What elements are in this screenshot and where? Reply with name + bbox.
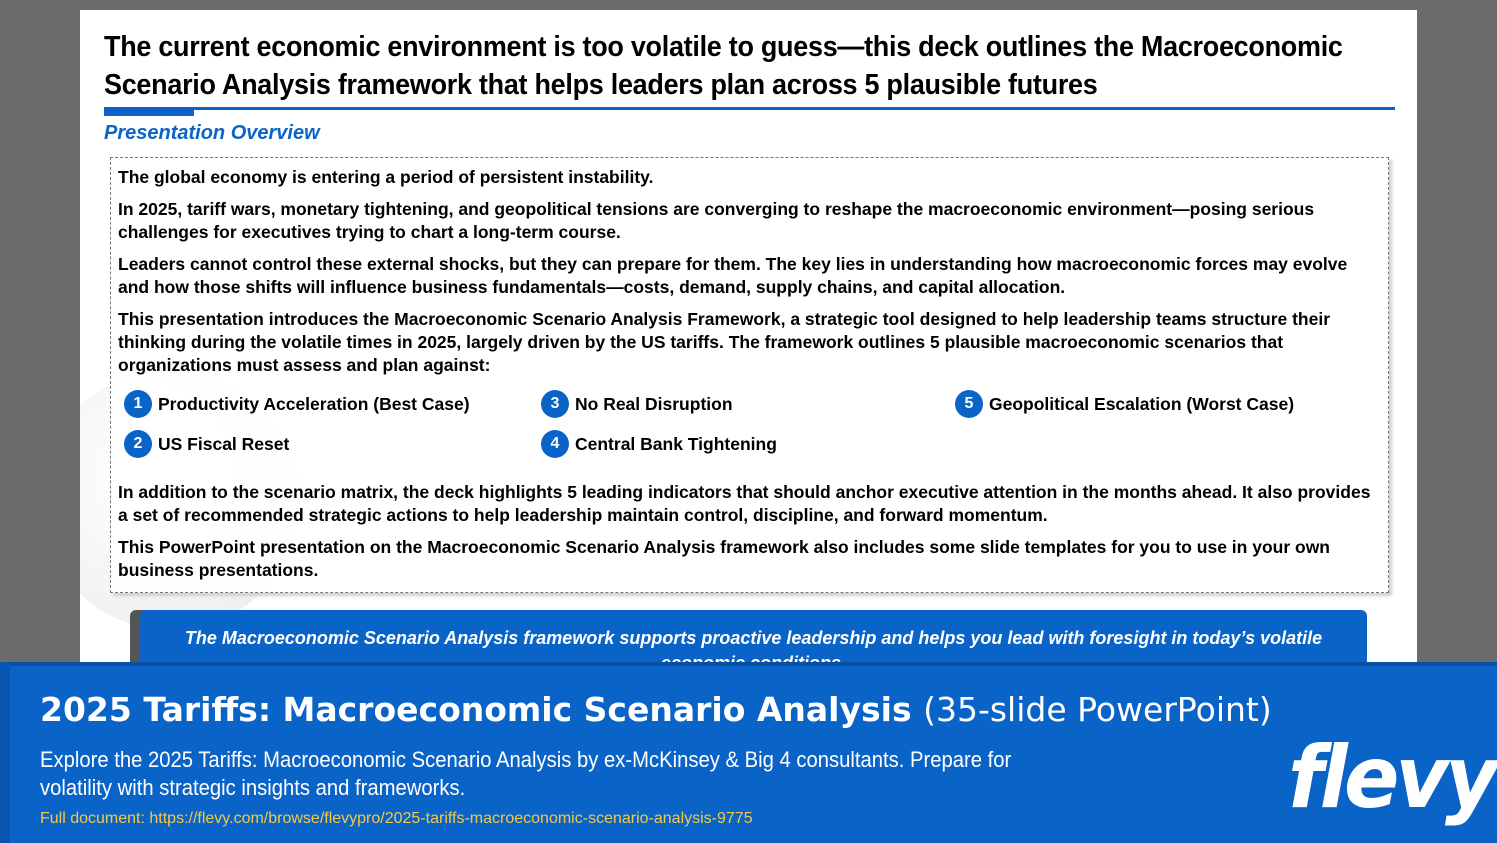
slide-title-line-2: Scenario Analysis framework that helps leaders plan across 5 plausible futures <box>104 69 1098 101</box>
scenario-item-5 <box>955 390 1294 418</box>
overview-paragraph-6: This PowerPoint presentation on the Macroeconomic Scenario Analysis framework also includes some slide templates for you to use in your own business presentations. <box>118 537 1330 580</box>
title-divider-accent <box>104 110 194 116</box>
overview-paragraph-5: In addition to the scenario matrix, the deck highlights 5 leading indicators that should anchor executive attention in the months ahead. It also provides a set of recommended strategic actions to help leadership maintain control, discipline, and forward momentum. <box>118 482 1371 525</box>
overview-paragraph-1: The global economy is entering a period of persistent instability. <box>118 167 654 187</box>
scenario-item-3 <box>541 390 733 418</box>
section-heading: Presentation Overview <box>104 122 320 144</box>
overview-paragraph-4: This presentation introduces the Macroeconomic Scenario Analysis Framework, a strategic tool designed to help leadership teams structure their thinking during the volatile times in 2025, largely driven by the US tariffs. The framework outlines 5 plausible macroeconomic scenarios that organizations must assess and plan against: <box>118 309 1331 375</box>
slide-title-line-1: The current economic environment is too volatile to guess—this deck outlines the Macroeconomic <box>104 31 1343 63</box>
scenario-item-2 <box>124 430 289 458</box>
scenario-label: No Real Disruption <box>575 393 733 414</box>
overview-paragraph-3: Leaders cannot control these external shocks, but they can prepare for them. The key lies in understanding how macroeconomic forces may evolve and how those shifts will influence business fundamentals—costs, demand, supply chains, and capital allocation. <box>118 254 1348 297</box>
scenario-label: Geopolitical Escalation (Worst Case) <box>989 393 1295 414</box>
scenario-label: US Fiscal Reset <box>158 433 290 454</box>
scenario-label: Central Bank Tightening <box>575 433 777 454</box>
flevy-logo[interactable]: flevy <box>1288 728 1495 828</box>
slide <box>80 10 1417 690</box>
scenario-number-badge: 2 <box>124 430 152 458</box>
banner-title-main: 2025 Tariffs: Macroeconomic Scenario Analysis <box>40 690 912 729</box>
scenario-item-4 <box>541 430 777 458</box>
banner-left-bar <box>0 662 10 843</box>
title-divider <box>104 107 1395 110</box>
scenario-number-badge: 3 <box>541 390 569 418</box>
banner-title-suffix: (35-slide PowerPoint) <box>923 690 1272 729</box>
scenario-number-badge: 1 <box>124 390 152 418</box>
scenario-item-1 <box>124 390 470 418</box>
scenario-number-badge: 5 <box>955 390 983 418</box>
callout-box: The Macroeconomic Scenario Analysis framework supports proactive leadership and helps you lead with foresight in today’s volatile <box>140 610 1367 690</box>
banner-title <box>40 688 1272 732</box>
scenario-number-badge: 4 <box>541 430 569 458</box>
document-link[interactable]: Full document: https://flevy.com/browse/flevypro/2025-tariffs-macroeconomic-scenario-analysis-9775 <box>40 810 753 827</box>
overview-paragraph-2: In 2025, tariff wars, monetary tightening, and geopolitical tensions are converging to reshape the macroeconomic environment—posing serious challenges for executives trying to chart a long-term course. <box>118 199 1315 242</box>
banner-description: Explore the 2025 Tariffs: Macroeconomic Scenario Analysis by ex-McKinsey & Big 4 consultants. Prepare for volatility with strategic insights and frameworks. <box>40 747 1012 800</box>
banner-top-border <box>0 662 1497 666</box>
scenario-label: Productivity Acceleration (Best Case) <box>158 393 470 414</box>
slide-title <box>104 28 1343 104</box>
